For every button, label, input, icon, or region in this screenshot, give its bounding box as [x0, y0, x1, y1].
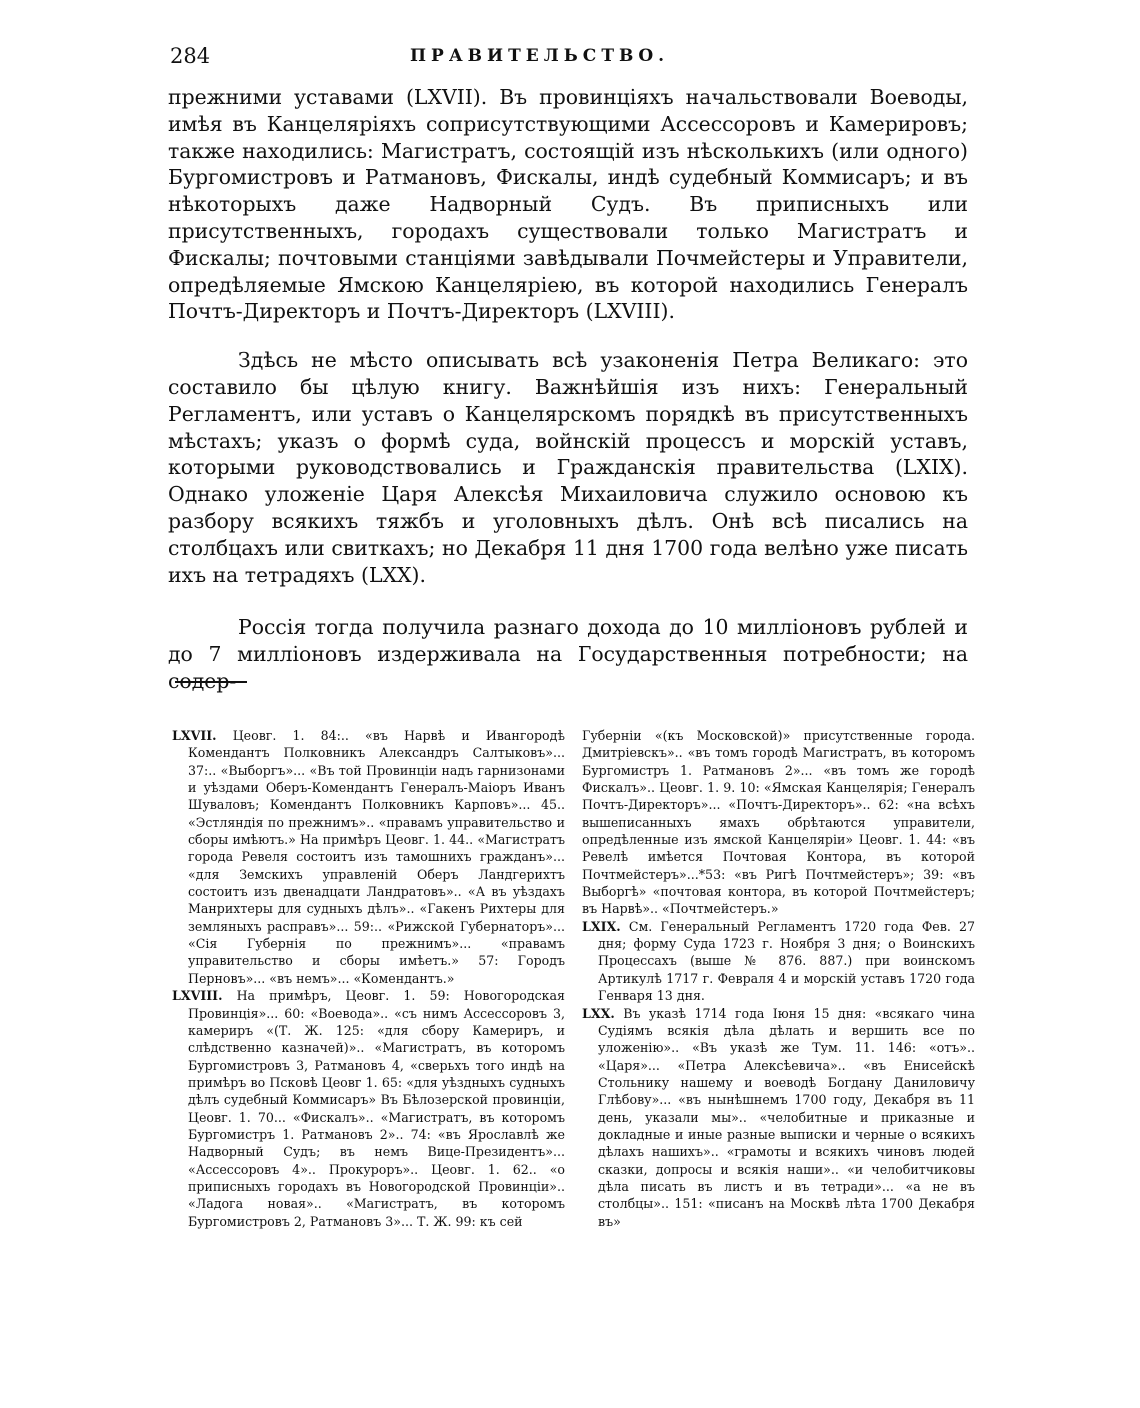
- page-number: 284: [170, 44, 211, 68]
- running-title: ПРАВИТЕЛЬСТВО.: [410, 46, 670, 66]
- footnote-mark: LXVII.: [172, 728, 217, 743]
- footnote-lxviii: [172, 987, 565, 1230]
- paragraph-2: Здѣсь не мѣсто описывать всѣ узаконенія Петра Великаго: это составило бы цѣлую книгу. Важнѣйшія изъ нихъ: Генеральный Регламентъ, или уставъ о Канцелярскомъ порядкѣ въ присутственныхъ мѣстахъ; указъ о формѣ суда, войнскій процессъ и морскій уставъ, которыми руководствовались и Гражданскія правительства (LXIX). Однако уложеніе Царя Алексѣя Михаиловича служило основою къ разбору всякихъ тяжбъ и уголовныхъ дѣлъ. Онѣ всѣ писались на столбцахъ или свиткахъ; но Декабря 11 дня 1700 года велѣно уже писать ихъ на тетрадяхъ (LXX).: [168, 348, 968, 587]
- page-header: [170, 44, 970, 74]
- footnote-mark: LXVIII.: [172, 988, 223, 1004]
- footnote-text: Цеовг. 1. 84:.. «въ Нарвѣ и Ивангородѣ Комендантъ Полковникъ Александръ Салтыковъ»... 37:.. «Выборгъ»... «Въ той Провинціи надъ гарнизонами и уѣздами Оберъ-Комендантъ Генералъ-Маіоръ Иванъ Шуваловъ; Комендантъ Полковникъ Карповъ»... 45.. «Эстляндія по прежнимъ».. «правамъ управительство и сборы имѣютъ.» На примѣръ Цеовг. 1. 44.. «Магистратъ города Ревеля состоитъ изъ тамошнихъ гражданъ»... «для Земскихъ управленій Оберъ Ландгерихтъ состоитъ изъ двенадцати Ландратовъ».. «А въ уѣздахъ Манрихтеры для судныхъ дѣлъ».. «Гакенъ Рихтеры для земляныхъ расправъ»... 59:.. «Рижской Губернаторъ»... «Сія Губернія по прежнимъ»... «правамъ управительство и сборы имѣетъ.» 57: Городъ Перновъ»... «въ немъ»... «Комендантъ.»: [188, 728, 565, 986]
- paragraph-3: Россія тогда получила разнаго дохода до 10 милліоновъ рублей и до 7 милліоновъ издерживала на Государственныя потребности; на содер-: [168, 615, 968, 693]
- footnote-mark: LXIX.: [582, 918, 621, 934]
- footnote-lxviii-continuation: Губерніи «(къ Московской)» присутственные города. Дмитріевскъ».. «въ томъ городѣ Магистратъ, въ которомъ Бургомистръ 1. Ратмановъ 2»... «въ томъ же городѣ Фискалъ».. Цеовг. 1. 9. 10: «Ямская Канцелярія; Генералъ Почтъ-Директоръ»... «Почтъ-Директоръ».. 62: «на всѣхъ вышеписанныхъ ямахъ обрѣтаются управители, опредѣленные изъ ямской Канцеляріи» Цеовг. 1. 44: «въ Ревелѣ имѣется Почтовая Контора, въ которой Почтмейстеръ»...*53: «въ Ригѣ Почтмейстеръ»; 39: «въ Выборгѣ» «почтовая контора, въ которой Почтмейстеръ; въ Нарвѣ».. «Почтмейстеръ.»: [582, 728, 975, 917]
- footnotes-left-column: [172, 727, 565, 1230]
- footnote-text: См. Генеральный Регламентъ 1720 года Фев. 27 дня; форму Суда 1723 г. Ноября 3 дня; о Воинскихъ Процессахъ (выше № 876. 887.) при воинскомъ Артикулѣ 1717 г. Февраля 4 и морскій уставъ 1720 года Генваря 13 дня.: [598, 918, 975, 1004]
- footnote-text: На примѣръ, Цеовг. 1. 59: Новогородская Провинція»... 60: «Воевода».. «съ нимъ Ассессоровъ 3, камериръ «(Т. Ж. 125: «для сбору Камериръ, и слѣдственно казначей)».. «Магистратъ, въ которомъ Бургомистровъ 3, Ратмановъ 4, «сверьхъ того индѣ на примѣръ во Псковѣ Цеовг 1. 65: «для уѣздныхъ судныхъ дѣлъ судебный Коммисаръ» Въ Бѣлозерской провинціи, Цеовг. 1. 70... «Фискалъ».. «Магистратъ, въ которомъ Бургомистръ 1. Ратмановъ 2».. 74: «въ Ярославлѣ же Надворный Судъ; въ немъ Вице-Президентъ»... «Ассессоровъ 4».. Прокуроръ».. Цеовг. 1. 62.. «о приписныхъ городахъ въ Новогородской Провинціи».. «Ладога новая».. «Магистратъ, въ которомъ Бургомистровъ 2, Ратмановъ 3»... Т. Ж. 99: къ сей: [188, 988, 565, 1229]
- footnotes-right-column: [582, 727, 975, 1230]
- footnote-text: Въ указѣ 1714 года Іюня 15 дня: «всякаго чина Судіямъ всякія дѣла дѣлать и вершить все по уложенію».. «Въ указѣ же Тум. 11. 146: «отъ».. «Царя»... «Петра Алексѣевича».. «въ Енисейскѣ Стольнику нашему и воеводѣ Богдану Даниловичу Глѣбову»... «въ нынѣшнемъ 1700 году, Декабря въ 11 день, указали мы».. «челобитные и приказные и докладные и иные разные выписки и черные о всякихъ дѣлахъ нашихъ».. «грамоты и всякихъ чиновъ людей сказки, допросы и всякія наши».. «и челобитчиковы дѣла писать въ листъ и въ тетради»... «а не въ столбцы».. 151: «писанъ на Москвѣ лѣта 1700 Декабря въ»: [598, 1005, 975, 1229]
- footnote-mark: LXX.: [582, 1005, 615, 1021]
- footnote-divider: [175, 681, 247, 683]
- footnote-lxix: [582, 918, 975, 1005]
- paragraph-1: прежними уставами (LXVII). Въ провинціяхъ начальствовали Воеводы, имѣя въ Канцеляріяхъ соприсутствующими Ассессоровъ и Камерировъ; также находились: Магистратъ, состоящій изъ нѣсколькихъ (или одного) Бургомистровъ и Ратмановъ, Фискалы, индѣ судебный Коммисаръ; и въ нѣкоторыхъ даже Надворный Судъ. Въ приписныхъ или присутственныхъ, городахъ существовали только Магистратъ и Фискалы; почтовыми станціями завѣдывали Почмейстеры и Управители, опредѣляемые Ямскою Канцеляріею, въ которой находились Генералъ Почтъ-Директоръ и Почтъ-Директоръ (LXVIII).: [168, 85, 968, 324]
- footnote-lxvii: [172, 727, 565, 987]
- main-text: [168, 84, 968, 695]
- footnote-lxx: [582, 1005, 975, 1230]
